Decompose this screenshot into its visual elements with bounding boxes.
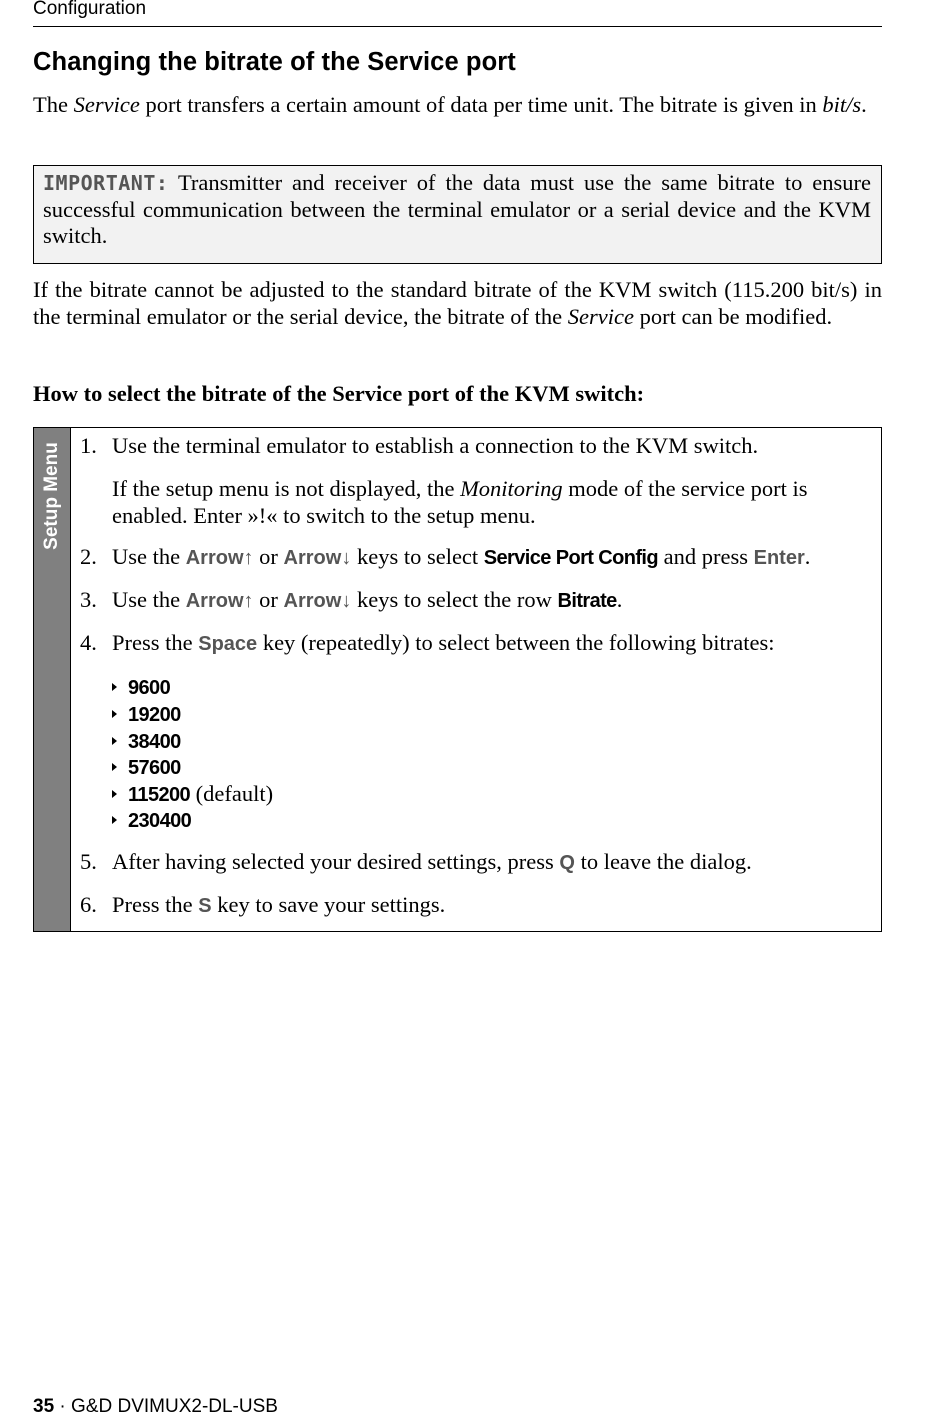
steps-box: Setup Menu 1. Use the terminal emulator to establish a connection to the KVM switch. If the setup menu is not displayed, the Monitoring mode of the service port is enabled. Enter »!« to switch to the setup menu. 2. Use the Arrow↑ or Arrow↓ keys to select Service Port Config and press Enter. 3. Use the Arrow↑ or Arrow↓ keys to select the row Bitrate. 4. Press the Space key (repeatedly) to select between the following bitrates: 9600 19200 38400 57600 115200 (default) 230400 5. After having selected your desired settings, press Q to leave the dialog. 6. Press the S key to save your settings.	[33, 427, 882, 932]
howto-heading: How to select the bitrate of the Service port of the KVM switch:	[33, 381, 645, 406]
arrow-up-key: Arrow↑	[185, 547, 254, 569]
enter-key: Enter	[753, 547, 805, 569]
setup-menu-tab: Setup Menu	[34, 428, 71, 931]
section-header: Configuration	[33, 0, 147, 19]
s-key: S	[198, 895, 212, 917]
bitrate-option-default: 115200 (default)	[112, 780, 273, 809]
space-key: Space	[198, 633, 258, 655]
bitrate-row: Bitrate	[557, 590, 617, 612]
bitrate-option: 57600	[112, 753, 181, 782]
page-title: Changing the bitrate of the Service port	[33, 48, 516, 76]
bitrate-option: 9600	[112, 673, 170, 702]
q-key: Q	[559, 852, 575, 874]
page-footer: 35 · G&D DVIMUX2-DL-USB	[33, 1396, 278, 1417]
service-port-config-item: Service Port Config	[483, 547, 658, 569]
important-label: IMPORTANT:	[43, 171, 169, 195]
bitrate-option: 38400	[112, 727, 181, 756]
header-rule	[33, 26, 882, 27]
important-note: IMPORTANT: Transmitter and receiver of the data must use the same bitrate to ensure successful communication between the terminal emulator or a serial device and the KVM switch.	[33, 165, 882, 264]
bitrate-paragraph: If the bitrate cannot be adjusted to the standard bitrate of the KVM switch (115.200 bit/s) in the terminal emulator or the serial device, the bitrate of the Service port can be modified.	[33, 277, 882, 329]
intro-paragraph: The Service port transfers a certain amount of data per time unit. The bitrate is given in bit/s.	[33, 92, 867, 117]
bitrate-option: 19200	[112, 700, 181, 729]
arrow-down-key: Arrow↓	[283, 547, 352, 569]
product-name: G&D DVIMUX2-DL-USB	[71, 1396, 278, 1417]
step-1-note: If the setup menu is not displayed, the Monitoring mode of the service port is enabled. Enter »!« to switch to the setup menu.	[112, 476, 808, 528]
bitrate-option: 230400	[112, 806, 191, 835]
page-number: 35	[33, 1396, 55, 1417]
